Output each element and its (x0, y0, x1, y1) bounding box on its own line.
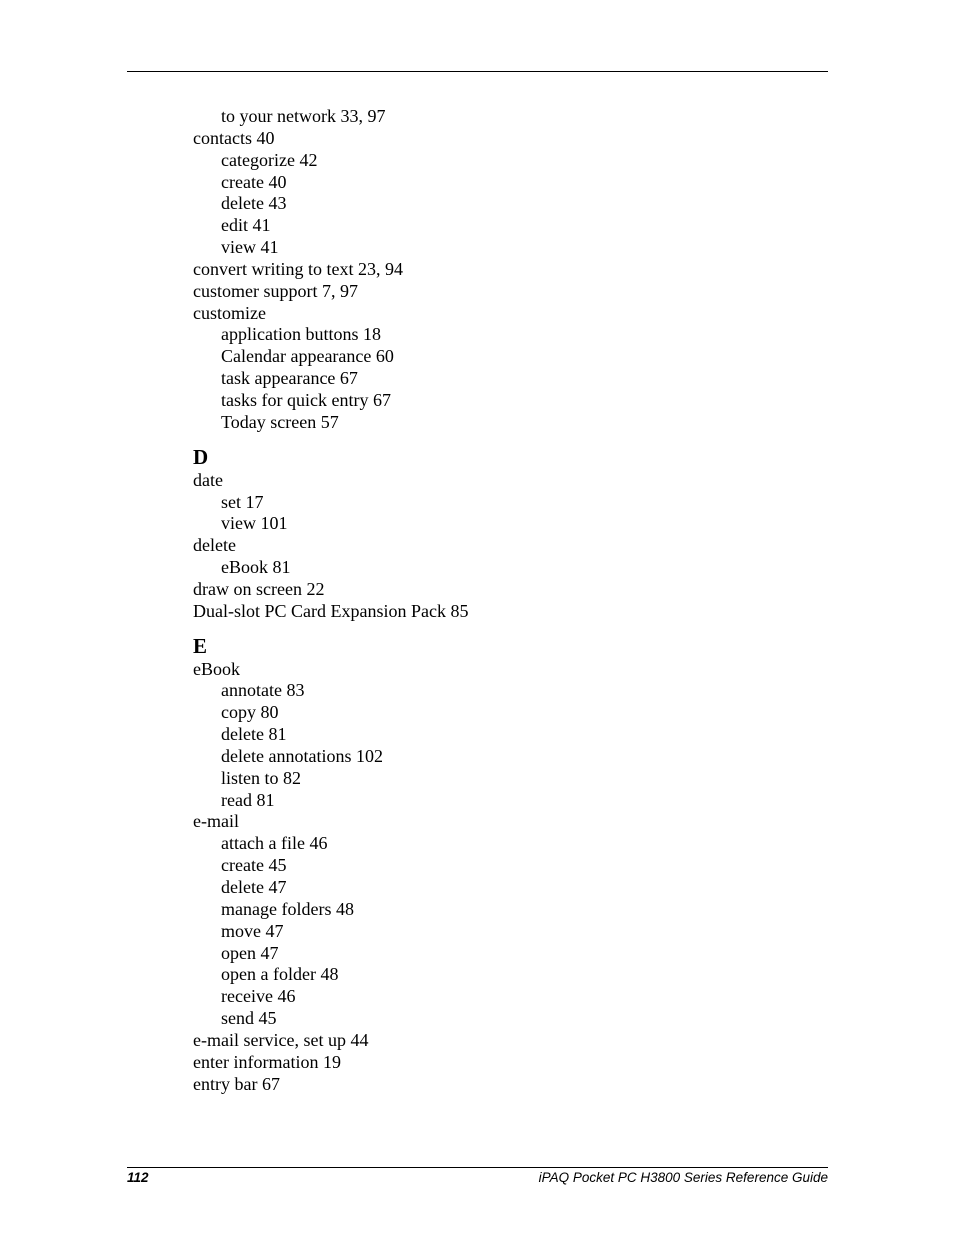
index-subentry: eBook 81 (221, 557, 291, 578)
index-subentry: categorize 42 (221, 149, 318, 170)
index-subentry: set 17 (221, 491, 264, 512)
index-body (193, 106, 813, 1095)
index-entry: entry bar 67 (193, 1073, 280, 1094)
index-subentry: manage folders 48 (221, 898, 354, 919)
index-subentry: open a folder 48 (221, 964, 339, 985)
index-subentry: open 47 (221, 942, 279, 963)
index-entry: eBook (193, 658, 240, 679)
index-subentry: copy 80 (221, 702, 279, 723)
index-subentry: to your network 33, 97 (221, 106, 386, 126)
index-subentry: delete 81 (221, 724, 287, 745)
index-subentry: move 47 (221, 920, 284, 941)
index-letter-heading: E (193, 633, 208, 658)
index-subentry: annotate 83 (221, 680, 305, 701)
index-subentry: tasks for quick entry 67 (221, 389, 391, 410)
index-subentry: listen to 82 (221, 767, 301, 788)
index-subentry: delete 47 (221, 877, 287, 897)
index-subentry: view 101 (221, 513, 288, 534)
index-subentry: edit 41 (221, 215, 271, 236)
index-entry: draw on screen 22 (193, 578, 325, 599)
index-subentry: delete 43 (221, 193, 287, 214)
index-subentry: create 40 (221, 171, 287, 192)
index-subentry: application buttons 18 (221, 324, 381, 345)
index-subentry: create 45 (221, 855, 287, 876)
page-number: 112 (127, 1170, 149, 1185)
index-subentry: attach a file 46 (221, 833, 328, 854)
index-entry: Dual-slot PC Card Expansion Pack 85 (193, 600, 469, 621)
index-entry: e-mail (193, 811, 239, 832)
index-letter-heading: D (193, 444, 209, 469)
index-subentry: receive 46 (221, 986, 296, 1007)
index-entry: contacts 40 (193, 127, 275, 148)
index-entry: enter information 19 (193, 1051, 341, 1072)
index-entry: convert writing to text 23, 94 (193, 258, 403, 279)
index-subentry: delete annotations 102 (221, 745, 383, 766)
index-subentry: read 81 (221, 789, 275, 810)
index-entry: delete (193, 535, 236, 556)
index-entry: customer support 7, 97 (193, 280, 358, 301)
index-entry: e-mail service, set up 44 (193, 1029, 369, 1050)
index-subentry: task appearance 67 (221, 368, 358, 389)
footer-rule (127, 1167, 828, 1168)
index-subentry: Calendar appearance 60 (221, 346, 394, 367)
index-subentry: Today screen 57 (221, 411, 339, 432)
index-entry: date (193, 469, 223, 490)
guide-title: iPAQ Pocket PC H3800 Series Reference Guide (538, 1170, 828, 1185)
index-entry: customize (193, 302, 266, 323)
header-rule (127, 71, 828, 72)
index-subentry: send 45 (221, 1008, 277, 1029)
index-subentry: view 41 (221, 237, 279, 258)
